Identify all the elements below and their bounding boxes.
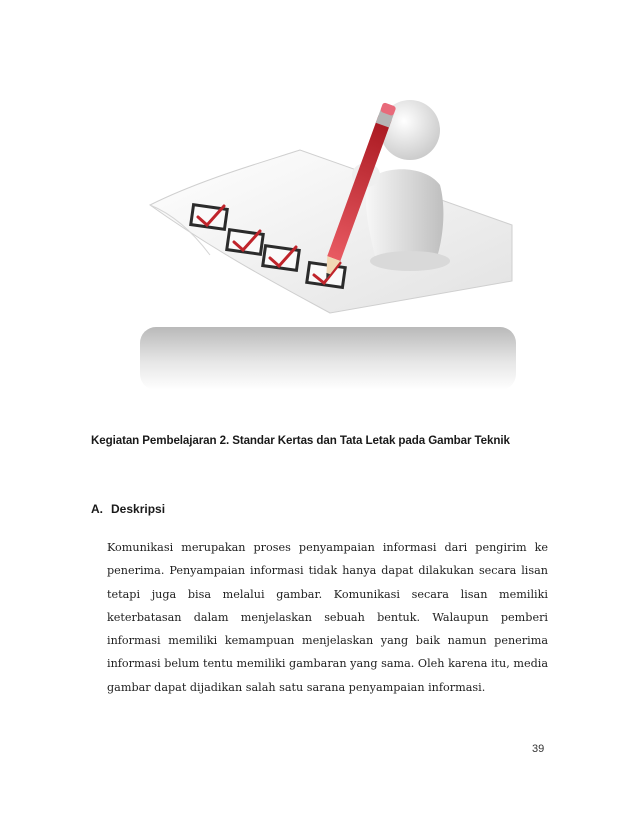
checklist-pencil-figure-illustration xyxy=(140,85,516,390)
section-number: A. xyxy=(91,502,103,516)
description-paragraph: Komunikasi merupakan proses penyampaian informasi dari pengirim ke penerima. Penyampaian informasi tidak hanya dapat dilakukan secara lisan tetapi juga bisa melalui gambar. Komunikasi secara lisan memiliki keterbatasan dalam menjelaskan sebuah bentuk. Walaupun pemberi informasi memiliki kemampuan menjelaskan yang baik namun penerima informasi belum tentu memiliki gambaran yang sama. Oleh karena itu, media gambar dapat dijadikan salah satu sarana penyampaian informasi. xyxy=(107,541,548,694)
section-title-text: Deskripsi xyxy=(111,502,166,516)
lesson-heading: Kegiatan Pembelajaran 2. Standar Kertas dan Tata Letak pada Gambar Teknik xyxy=(91,434,510,447)
page-number: 39 xyxy=(532,743,545,755)
checklist-illustration xyxy=(140,85,516,390)
section-title xyxy=(91,502,165,516)
